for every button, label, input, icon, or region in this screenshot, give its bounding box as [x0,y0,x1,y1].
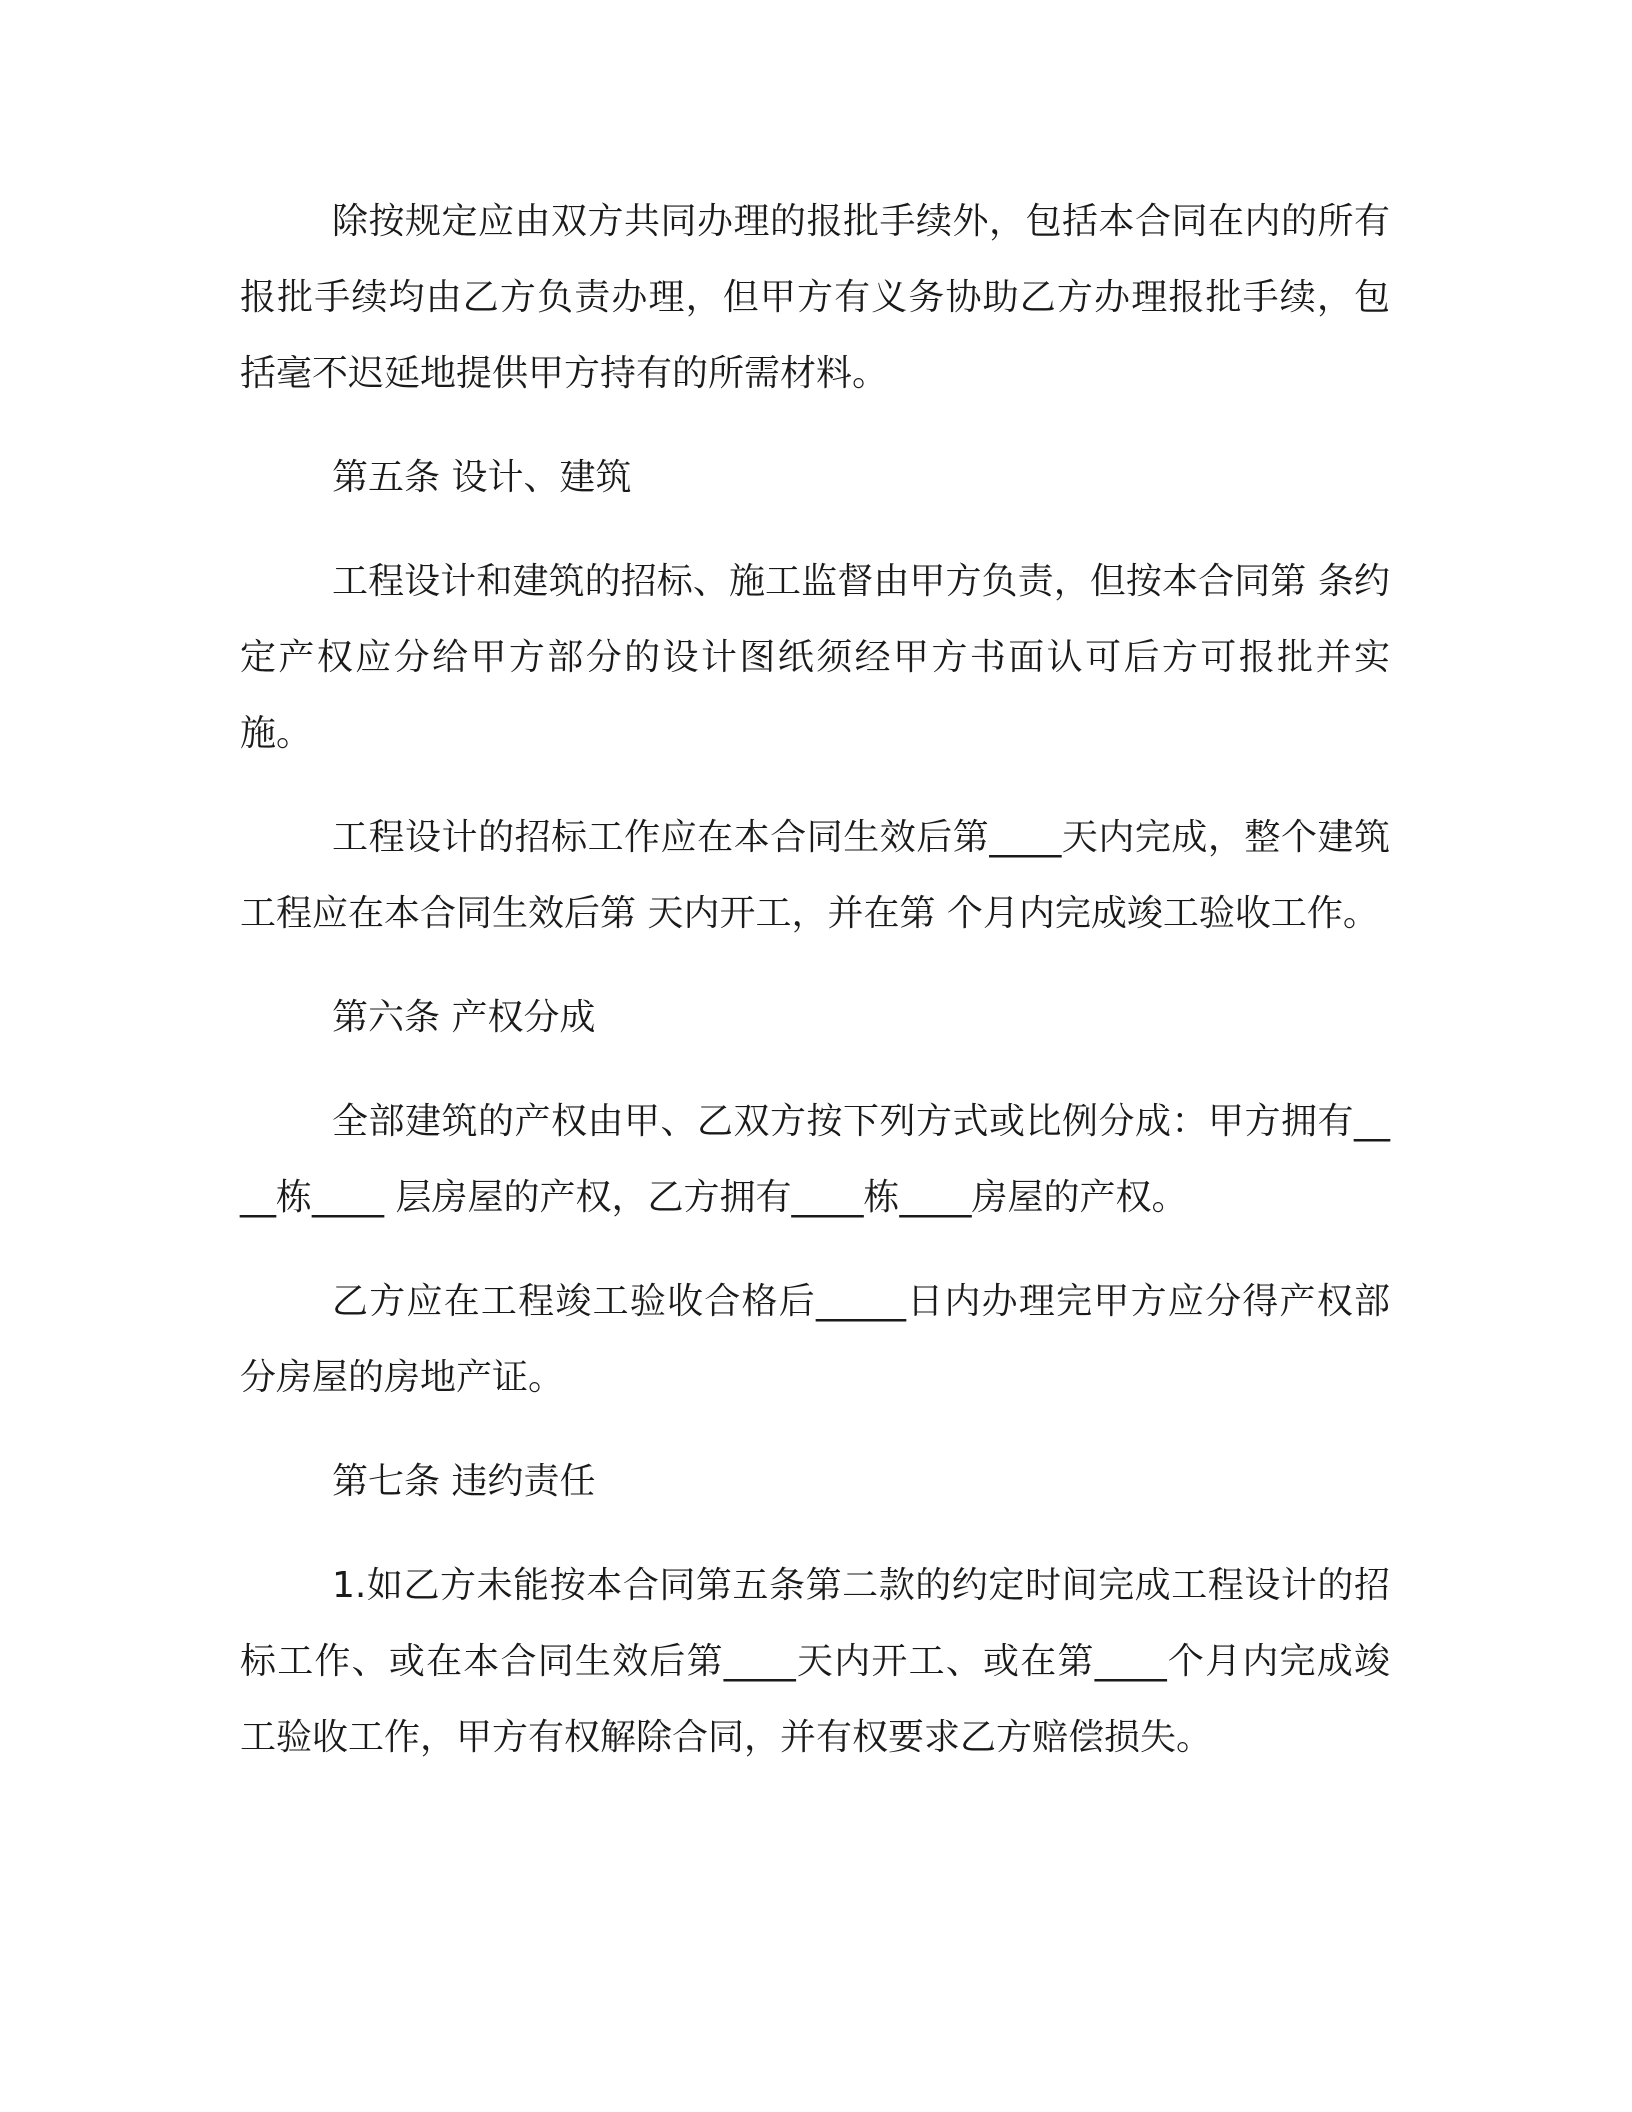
heading-article-6: 第六条 产权分成 [332,997,596,1038]
document-body [240,184,1390,1804]
heading-article-5: 第五条 设计、建筑 [332,457,632,498]
paragraph-design-schedule: 工程设计的招标工作应在本合同生效后第____天内完成，整个建筑工程应在本合同生效后第 天内开工，并在第 个月内完成竣工验收工作。 [240,817,1390,934]
paragraph-property-certificate: 乙方应在工程竣工验收合格后_____日内办理完甲方应分得产权部分房屋的房地产证。 [240,1281,1390,1398]
paragraph-approval-procedures: 除按规定应由双方共同办理的报批手续外，包括本合同在内的所有报批手续均由乙方负责办理，但甲方有义务协助乙方办理报批手续，包括毫不迟延地提供甲方持有的所需材料。 [240,201,1390,394]
heading-article-7: 第七条 违约责任 [332,1461,596,1502]
paragraph-breach-liability: 1.如乙方未能按本合同第五条第二款的约定时间完成工程设计的招标工作、或在本合同生效后第____天内开工、或在第____个月内完成竣工验收工作，甲方有权解除合同，并有权要求乙方赔偿损失。 [240,1565,1390,1758]
paragraph-design-supervision: 工程设计和建筑的招标、施工监督由甲方负责，但按本合同第 条约定产权应分给甲方部分的设计图纸须经甲方书面认可后方可报批并实施。 [240,561,1390,754]
paragraph-property-split: 全部建筑的产权由甲、乙双方按下列方式或比例分成：甲方拥有____栋____ 层房屋的产权，乙方拥有____栋____房屋的产权。 [240,1101,1390,1218]
